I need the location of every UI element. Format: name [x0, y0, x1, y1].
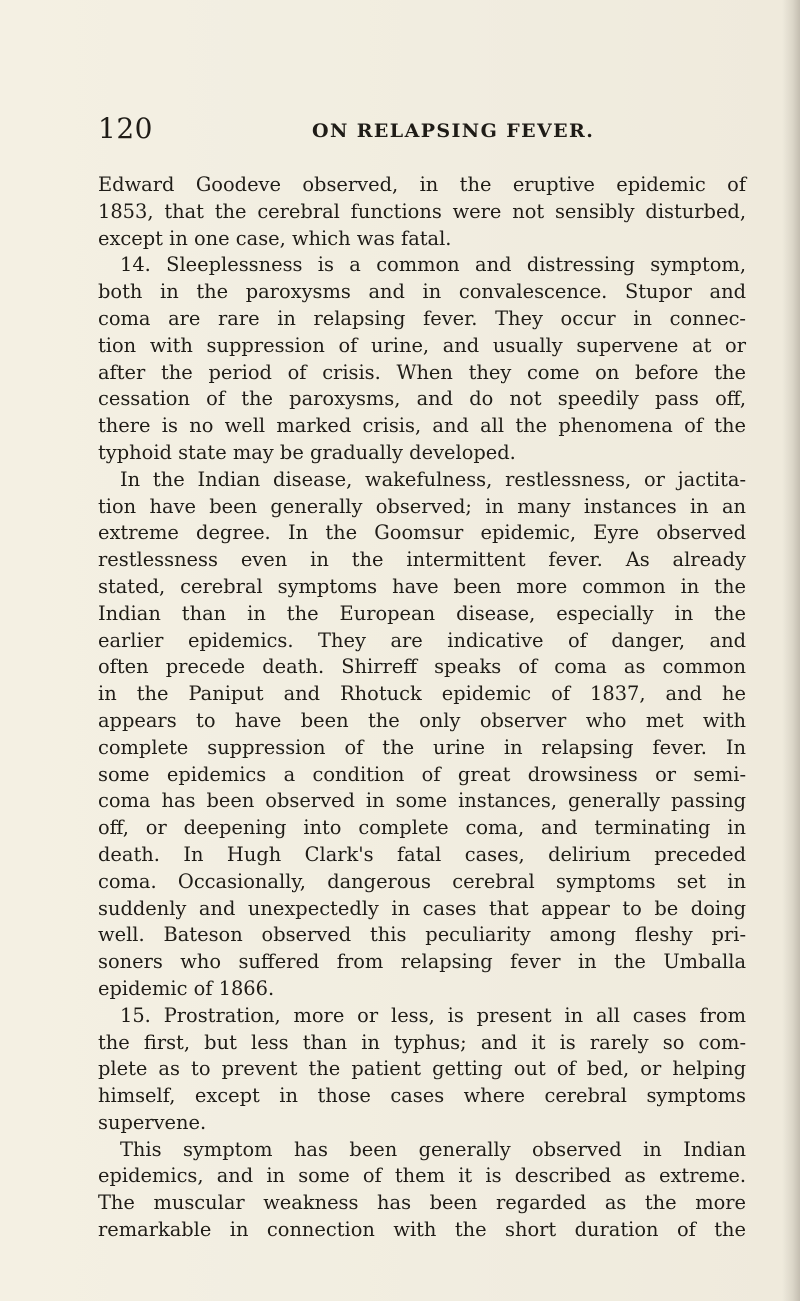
text-line: The muscular weakness has been regarded as the more	[98, 1191, 746, 1215]
text-line: himself, except in those cases where cerebral symptoms	[98, 1084, 746, 1108]
text-line: the first, but less than in typhus; and it is rarely so com-	[98, 1030, 746, 1054]
text-line: well. Bateson observed this peculiarity among fleshy pri-	[98, 923, 746, 947]
text-line: death. In Hugh Clark's fatal cases, delirium preceded	[98, 842, 746, 866]
body-text	[98, 172, 746, 1244]
text-line: after the period of crisis. When they come on before the	[98, 360, 746, 384]
text-line: coma are rare in relapsing fever. They occur in connec-	[98, 306, 746, 330]
text-line: complete suppression of the urine in relapsing fever. In	[98, 735, 746, 759]
text-line: coma has been observed in some instances, generally passing	[98, 789, 746, 813]
text-line: 1853, that the cerebral functions were not sensibly disturbed,	[98, 199, 746, 223]
text-line: plete as to prevent the patient getting out of bed, or helping	[98, 1057, 746, 1081]
page-edge-shadow	[782, 0, 800, 1301]
text-line: tion with suppression of urine, and usually supervene at or	[98, 333, 746, 357]
text-line: tion have been generally observed; in many instances in an	[98, 494, 746, 518]
text-line: soners who suffered from relapsing fever in the Umballa	[98, 950, 746, 974]
text-line: off, or deepening into complete coma, and terminating in	[98, 816, 746, 840]
text-line: 15. Prostration, more or less, is present in all cases from	[120, 1003, 746, 1027]
text-line: This symptom has been generally observed in Indian	[120, 1137, 746, 1161]
text-line: earlier epidemics. They are indicative of danger, and	[98, 628, 746, 652]
text-line: Edward Goodeve observed, in the eruptive epidemic of	[98, 173, 746, 196]
text-line: appears to have been the only observer who met with	[98, 708, 746, 732]
text-line: suddenly and unexpectedly in cases that appear to be doing	[98, 896, 746, 920]
text-line: often precede death. Shirreff speaks of coma as common	[98, 655, 746, 679]
page-number: 120	[98, 112, 153, 145]
text-line: supervene.	[98, 1110, 207, 1134]
text-line: typhoid state may be gradually developed.	[98, 440, 516, 464]
page-header	[98, 112, 748, 152]
text-line: cessation of the paroxysms, and do not speedily pass off,	[98, 387, 746, 411]
running-head: ON RELAPSING FEVER.	[312, 120, 595, 142]
text-line: In the Indian disease, wakefulness, restlessness, or jactita-	[120, 467, 746, 491]
text-line: in the Paniput and Rhotuck epidemic of 1837, and he	[98, 682, 746, 706]
text-line: 14. Sleeplessness is a common and distressing symptom,	[120, 253, 746, 277]
text-line: except in one case, which was fatal.	[98, 226, 452, 250]
text-line: extreme degree. In the Goomsur epidemic, Eyre observed	[98, 521, 746, 545]
text-line: epidemic of 1866.	[98, 976, 275, 1000]
text-line: some epidemics a condition of great drowsiness or semi-	[98, 762, 746, 786]
text-line: there is no well marked crisis, and all the phenomena of the	[98, 414, 746, 438]
text-line: coma. Occasionally, dangerous cerebral symptoms set in	[98, 869, 746, 893]
text-line: remarkable in connection with the short duration of the	[98, 1218, 746, 1242]
text-line: both in the paroxysms and in convalescence. Stupor and	[98, 280, 746, 304]
text-line: restlessness even in the intermittent fever. As already	[98, 548, 746, 572]
text-line: epidemics, and in some of them it is described as extreme.	[98, 1164, 746, 1188]
text-line: stated, cerebral symptoms have been more common in the	[98, 574, 746, 598]
text-line: Indian than in the European disease, especially in the	[98, 601, 746, 625]
